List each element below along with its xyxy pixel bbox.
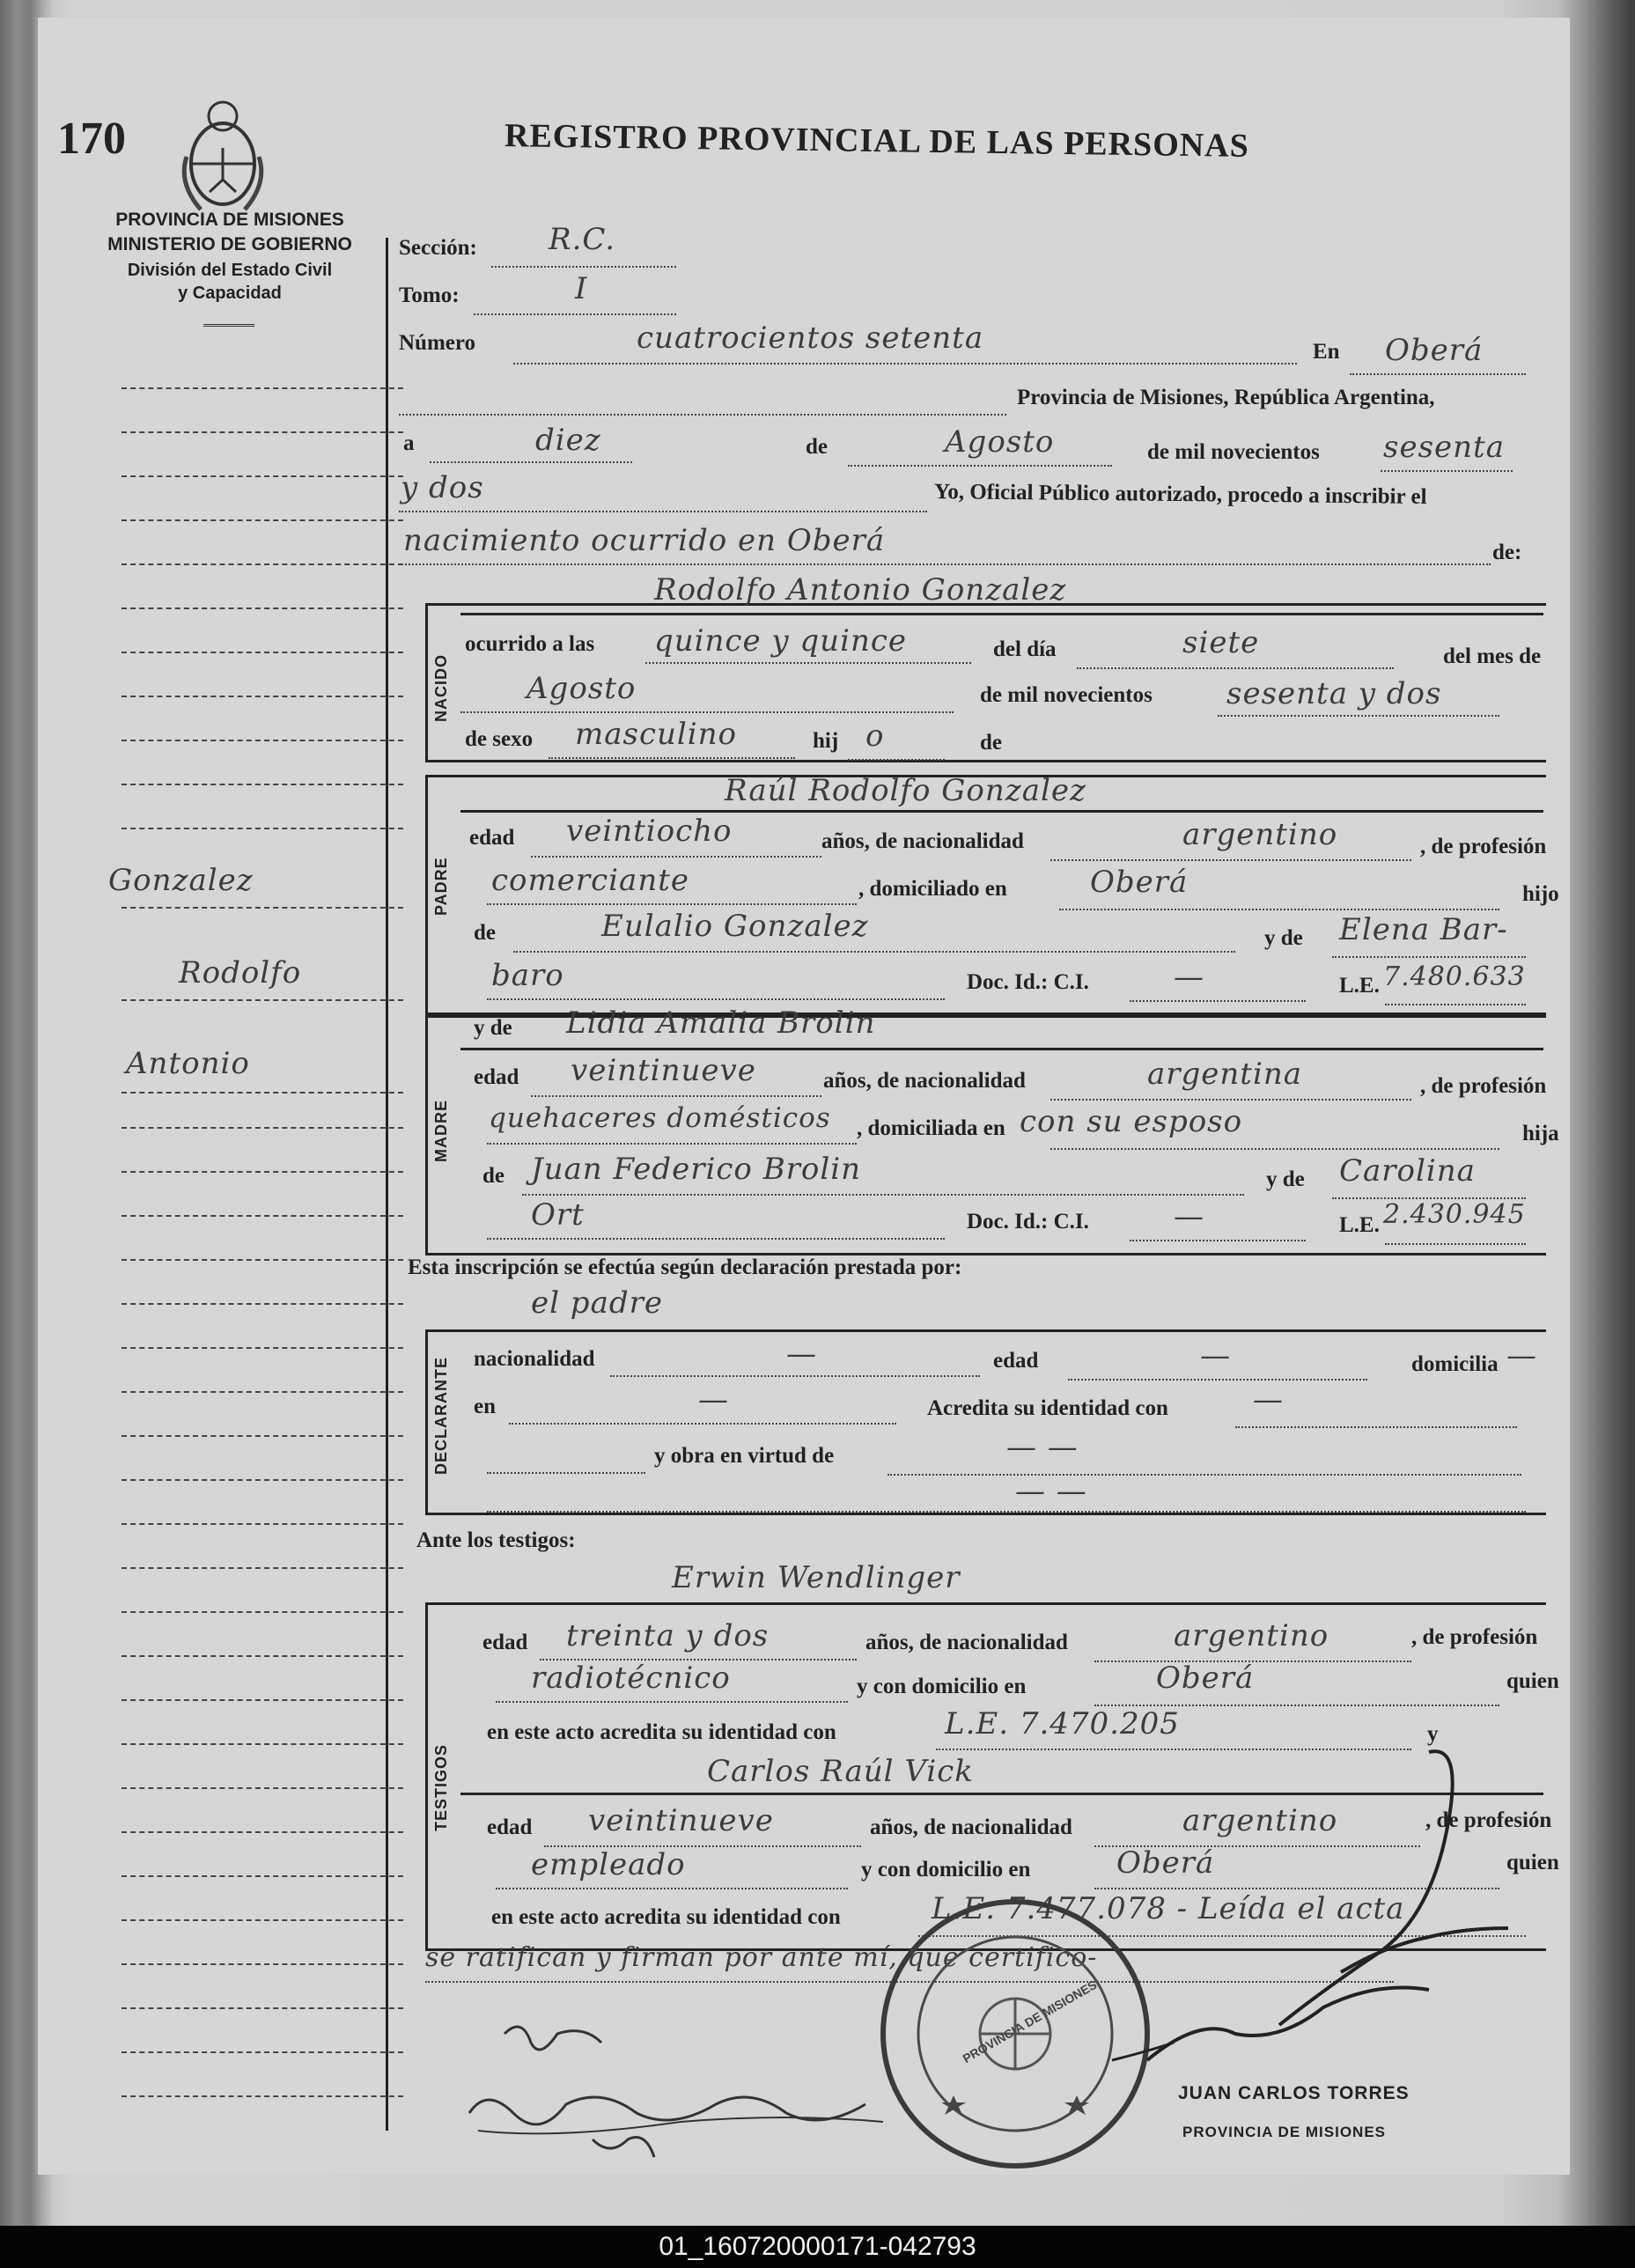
org-line-4: y Capacidad — [178, 284, 282, 303]
padre-padre-de: Eulalio Gonzalez — [601, 909, 869, 944]
declarante-extra-value: — — — [1015, 1474, 1087, 1509]
declarante-obra-pre-line — [487, 1472, 645, 1474]
hij-label: hij — [813, 729, 839, 753]
declarante-edad-line — [1068, 1379, 1367, 1381]
witness-signatures-icon — [452, 2007, 910, 2175]
madre-padre-line — [522, 1194, 1244, 1196]
numero-value: cuatrocientos setenta — [637, 320, 984, 356]
declarante-obra-label: y obra en virtud de — [654, 1444, 835, 1468]
official-text: Yo, Oficial Público autorizado, procedo a inscribir el — [933, 480, 1427, 509]
file-id: 01_160720000171-042793 — [659, 2232, 976, 2261]
margin-line — [122, 1435, 403, 1437]
madre-dom-label: , domiciliada en — [857, 1116, 1005, 1140]
sexo-line — [549, 757, 795, 759]
margin-line — [122, 1479, 403, 1481]
officer-signature-icon — [1094, 1726, 1517, 2078]
month-value: Agosto — [945, 424, 1055, 460]
margin-line — [122, 828, 403, 829]
t2-prof-value: empleado — [531, 1847, 686, 1882]
officer-name: JUAN CARLOS TORRES — [1178, 2083, 1410, 2103]
margin-line — [122, 1611, 403, 1613]
margin-line — [122, 475, 403, 477]
declarante-value: el padre — [531, 1285, 663, 1321]
year-line — [1381, 470, 1513, 472]
margin-middle-name: Antonio — [126, 1046, 250, 1081]
seccion-value: R.C. — [549, 222, 616, 257]
nacido-name-line — [460, 613, 1543, 615]
madre-padre-de: Juan Federico Brolin — [531, 1152, 862, 1187]
madre-le-value: 2.430.945 — [1383, 1199, 1526, 1230]
padre-name: Raúl Rodolfo Gonzalez — [725, 773, 1086, 808]
madre-madre-de: Carolina — [1339, 1153, 1476, 1189]
madre-le-label: L.E. — [1339, 1213, 1380, 1237]
file-id-bar — [0, 2226, 1635, 2268]
page-title: REGISTRO PROVINCIAL DE LAS PERSONAS — [504, 117, 1250, 165]
year-label: de mil novecientos — [1147, 440, 1320, 464]
hora-line — [645, 662, 971, 664]
padre-madre-cont-line — [487, 998, 945, 1000]
ocurrido-label: ocurrido a las — [465, 632, 595, 656]
a-label: a — [403, 431, 415, 455]
closing-text: se ratifican y firman por ante mí, que certifico- — [425, 1942, 1098, 1973]
dia-line — [1077, 667, 1394, 669]
declarante-intro: Esta inscripción se efectúa según declaración prestada por: — [408, 1256, 962, 1279]
padre-edad-line — [531, 856, 821, 858]
margin-line — [122, 999, 403, 1001]
madre-madre-cont-line — [487, 1238, 945, 1240]
tomo-line — [474, 313, 676, 315]
madre-y-de2-label: y de — [1266, 1167, 1305, 1191]
padre-nac-label: años, de nacionalidad — [821, 829, 1024, 853]
margin-line — [122, 1919, 403, 1921]
padre-doc-value: — — [1174, 960, 1204, 995]
officer-province: PROVINCIA DE MISIONES — [1182, 2124, 1387, 2140]
margin-line — [122, 1215, 403, 1217]
declarante-extra-line — [487, 1511, 1526, 1513]
margin-line — [122, 563, 403, 565]
hij-value: o — [865, 718, 885, 754]
t1-prof-label: , de profesión — [1411, 1625, 1538, 1649]
declarante-acredita-value: — — [1253, 1382, 1284, 1418]
year-value: sesenta — [1383, 430, 1505, 465]
madre-name-line — [460, 1048, 1543, 1050]
org-line-1: PROVINCIA DE MISIONES — [115, 210, 344, 230]
margin-line — [122, 1127, 403, 1129]
padre-le-value: 7.480.633 — [1383, 961, 1526, 992]
t1-edad-label: edad — [482, 1631, 528, 1654]
nacido-label: NACIDO — [432, 654, 450, 722]
margin-line — [122, 1743, 403, 1745]
madre-edad-value: veintinueve — [571, 1053, 756, 1088]
t1-dom-label: y con domicilio en — [857, 1675, 1027, 1698]
madre-name: Lidia Amalia Brolin — [566, 1005, 876, 1041]
madre-doc-label: Doc. Id.: C.I. — [967, 1210, 1089, 1233]
madre-prof-line — [487, 1143, 857, 1145]
margin-line — [122, 1567, 403, 1569]
padre-dom-value: Oberá — [1090, 865, 1189, 900]
madre-nac-label: años, de nacionalidad — [823, 1069, 1026, 1093]
en-line — [1350, 373, 1526, 375]
padre-name-line — [460, 810, 1543, 813]
madre-doc-line — [1130, 1240, 1306, 1241]
margin-line — [122, 519, 403, 521]
page-number: 170 — [57, 114, 126, 164]
t2-nac-label: años, de nacionalidad — [870, 1815, 1072, 1839]
margin-line — [122, 784, 403, 785]
declarante-obra-value: — — — [1006, 1430, 1079, 1465]
act-line — [399, 563, 1491, 565]
margin-line — [122, 652, 403, 653]
register-page — [35, 18, 1570, 2175]
declarante-nac-label: nacionalidad — [474, 1347, 595, 1371]
province-text: Provincia de Misiones, República Argentina, — [1017, 386, 1435, 409]
padre-doc-label: Doc. Id.: C.I. — [967, 970, 1089, 994]
org-line-2: MINISTERIO DE GOBIERNO — [107, 234, 352, 254]
t2-edad-label: edad — [487, 1815, 533, 1839]
padre-hijo-label: hijo — [1522, 882, 1559, 906]
anio-line — [1218, 715, 1499, 717]
year-cont-line — [399, 511, 927, 512]
padre-de-label: de — [474, 921, 496, 945]
hora-value: quince y quince — [654, 623, 908, 659]
margin-line — [122, 1347, 403, 1349]
declarante-acredita-label: Acredita su identidad con — [927, 1396, 1168, 1420]
testigo1-name: Erwin Wendlinger — [672, 1560, 961, 1595]
madre-nac-value: argentina — [1147, 1057, 1303, 1092]
margin-line — [122, 387, 403, 389]
madre-hija-label: hija — [1522, 1122, 1559, 1145]
nacido-de-label: de — [980, 731, 1002, 755]
coat-of-arms-icon — [174, 95, 271, 218]
margin-line — [122, 1699, 403, 1701]
hij-line — [848, 759, 945, 761]
declarante-edad-value: — — [1200, 1338, 1231, 1373]
t1-quien-label: quien — [1506, 1669, 1559, 1693]
padre-edad-value: veintiocho — [566, 814, 733, 849]
year-cont-value: y dos — [401, 470, 484, 505]
margin-line — [122, 907, 403, 909]
org-underline — [203, 324, 254, 327]
form-left-border — [386, 238, 388, 2131]
padre-madre-de: Elena Bar- — [1339, 912, 1508, 947]
padre-label: PADRE — [432, 857, 450, 916]
padre-padre-line — [513, 951, 1235, 953]
t2-dom-label: y con domicilio en — [861, 1858, 1031, 1881]
seccion-line — [491, 266, 676, 268]
madre-edad-label: edad — [474, 1065, 519, 1089]
margin-first-name: Rodolfo — [179, 955, 302, 990]
margin-line — [122, 696, 403, 697]
declarante-nac-value: — — [786, 1336, 817, 1372]
margin-line — [122, 1303, 403, 1305]
seccion-label: Sección: — [399, 236, 477, 260]
testigos-label: TESTIGOS — [432, 1743, 450, 1831]
t1-prof-value: radiotécnico — [531, 1660, 731, 1696]
mil-label: de mil novecientos — [980, 683, 1153, 707]
margin-line — [122, 1391, 403, 1393]
declarante-dom-label: domicilia — [1411, 1352, 1499, 1376]
t2-doc-value: L.E. 7.477.078 - Leída el acta — [932, 1891, 1405, 1926]
margin-line — [122, 1523, 403, 1525]
t1-edad-value: treinta y dos — [566, 1618, 770, 1653]
madre-prof-value: quehaceres domésticos — [489, 1102, 831, 1134]
margin-line — [122, 1092, 403, 1094]
declarante-edad-label: edad — [993, 1349, 1039, 1373]
declarante-obra-line — [887, 1474, 1521, 1476]
a-value: diez — [535, 423, 601, 458]
margin-line — [122, 2007, 403, 2009]
dia-value: siete — [1182, 625, 1260, 660]
t2-prof-line — [496, 1888, 848, 1889]
margin-line — [122, 1171, 403, 1173]
madre-dom-value: con su esposo — [1020, 1104, 1243, 1139]
padre-nac-line — [1050, 859, 1411, 861]
margin-line — [122, 740, 403, 741]
margin-line — [122, 1787, 403, 1789]
t2-dom-value: Oberá — [1116, 1845, 1215, 1881]
t2-nac-value: argentino — [1182, 1803, 1338, 1838]
padre-edad-label: edad — [469, 826, 515, 850]
madre-madre-de-cont: Ort — [531, 1197, 585, 1233]
margin-line — [122, 608, 403, 609]
declarante-en-value: — — [698, 1382, 729, 1418]
anio-value: sesenta y dos — [1226, 676, 1442, 711]
margin-surname: Gonzalez — [108, 863, 254, 898]
madre-nac-line — [1050, 1099, 1411, 1101]
margin-line — [122, 1875, 403, 1877]
padre-prof-value: comerciante — [491, 863, 689, 898]
t1-nac-label: años, de nacionalidad — [865, 1631, 1068, 1654]
del-mes-label: del mes de — [1443, 644, 1542, 668]
en-label: En — [1313, 340, 1340, 364]
padre-nac-value: argentino — [1182, 817, 1338, 852]
mes-line — [460, 711, 954, 713]
padre-madre-de-cont: baro — [491, 958, 564, 993]
sexo-value: masculino — [575, 717, 738, 752]
padre-dom-line — [1059, 909, 1499, 910]
testigos-intro: Ante los testigos: — [416, 1528, 576, 1552]
margin-line — [122, 1655, 403, 1657]
seal-text: PROVINCIA DE MISIONES — [960, 1977, 1100, 2066]
padre-prof-label: , de profesión — [1420, 835, 1547, 858]
margin-line — [122, 1963, 403, 1965]
de-colon-label: de: — [1492, 541, 1522, 564]
madre-label: MADRE — [432, 1100, 450, 1162]
madre-edad-line — [531, 1095, 821, 1097]
madre-le-line — [1385, 1243, 1526, 1245]
padre-dom-label: , domiciliado en — [858, 877, 1007, 901]
org-line-3: División del Estado Civil — [127, 261, 333, 280]
margin-line — [122, 2051, 403, 2053]
testigo2-name: Carlos Raúl Vick — [707, 1754, 974, 1789]
padre-y-de-label: y de — [1264, 926, 1303, 950]
madre-y-de-label: y de — [474, 1016, 512, 1040]
declarante-en-label: en — [474, 1395, 496, 1418]
margin-line — [122, 1831, 403, 1833]
month-line — [848, 465, 1112, 467]
en-value: Oberá — [1385, 333, 1484, 368]
t2-quien-label: quien — [1506, 1851, 1559, 1874]
tomo-label: Tomo: — [399, 284, 460, 307]
tomo-value: I — [575, 271, 588, 306]
madre-doc-value: — — [1174, 1199, 1204, 1234]
a-line — [430, 461, 632, 463]
declarante-dom-value: — — [1506, 1338, 1537, 1373]
t1-nac-value: argentino — [1174, 1618, 1329, 1653]
padre-madre-line — [1332, 956, 1526, 958]
padre-le-line — [1385, 1004, 1526, 1005]
sexo-label: de sexo — [465, 727, 534, 751]
margin-line — [122, 1259, 403, 1261]
numero-line — [513, 363, 1297, 364]
t1-y-label: y — [1427, 1722, 1439, 1746]
t2-edad-value: veintinueve — [588, 1803, 774, 1838]
madre-prof-label: , de profesión — [1420, 1074, 1547, 1098]
margin-line — [122, 2095, 403, 2097]
declarante-en-line — [509, 1423, 896, 1425]
del-dia-label: del día — [993, 637, 1057, 661]
t1-acredita-label: en este acto acredita su identidad con — [487, 1720, 836, 1744]
madre-de-label: de — [482, 1164, 504, 1188]
declarante-acredita-line — [1235, 1426, 1517, 1428]
padre-doc-line — [1130, 1000, 1306, 1002]
madre-dom-line — [1050, 1148, 1499, 1150]
province-line — [399, 414, 1006, 416]
t1-prof-line — [496, 1701, 848, 1703]
margin-line — [122, 431, 403, 433]
mes-value: Agosto — [527, 671, 637, 706]
numero-label: Número — [399, 331, 476, 355]
nacido-name: Rodolfo Antonio Gonzalez — [654, 572, 1067, 608]
t2-acredita-label: en este acto acredita su identidad con — [491, 1905, 841, 1929]
declarante-nac-line — [610, 1375, 980, 1377]
t2-prof-label: , de profesión — [1425, 1808, 1552, 1832]
padre-prof-line — [487, 903, 857, 905]
de-label: de — [806, 435, 828, 459]
t1-dom-value: Oberá — [1156, 1660, 1255, 1696]
padre-le-label: L.E. — [1339, 974, 1380, 998]
declarante-label: DECLARANTE — [432, 1357, 450, 1475]
act-value: nacimiento ocurrido en Oberá — [403, 523, 886, 558]
t1-doc-value: L.E. 7.470.205 — [945, 1706, 1180, 1742]
